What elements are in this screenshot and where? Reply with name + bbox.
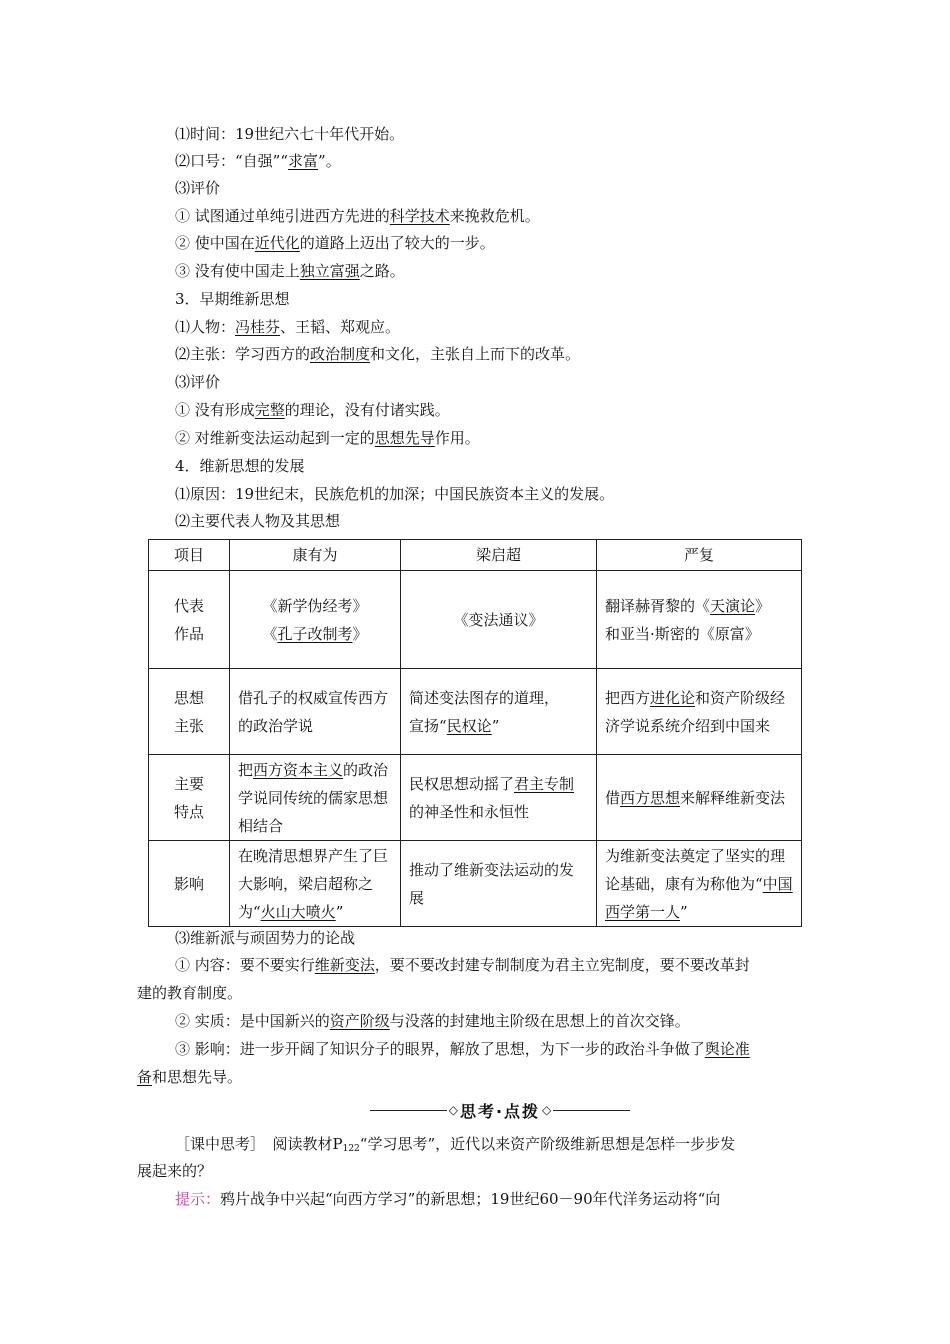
proposal-item: ⑵主张：学习西方的政治制度和文化，主张自上而下的改革。 <box>175 345 581 363</box>
table-cell: 借孔子的权威宣传西方的政治学说 <box>230 669 401 755</box>
people-item: ⑴人物：冯桂芬、王韬、郑观应。 <box>175 318 401 336</box>
time-item: ⑴时间：19世纪六七十年代开始。 <box>175 125 405 143</box>
table-header-row <box>149 540 802 571</box>
section-heading: 4．维新思想的发展 <box>175 457 305 475</box>
evaluation-point-2: ② 使中国在近代化的道路上迈出了较大的一步。 <box>175 234 495 252</box>
evaluation-heading: ⑶评价 <box>175 373 221 391</box>
representatives-heading: ⑵主要代表人物及其思想 <box>175 512 341 530</box>
cause-item: ⑴原因：19世纪末，民族危机的加深；中国民族资本主义的发展。 <box>175 485 615 503</box>
table-header: 梁启超 <box>401 540 597 571</box>
slogan-item: ⑵口号：“自强”“求富”。 <box>175 152 341 170</box>
table-cell: 把西方资本主义的政治学说同传统的儒家思想相结合 <box>230 755 401 841</box>
banner-title: 思考·点拨 <box>459 1101 541 1121</box>
row-label: 影响 <box>149 841 230 927</box>
debate-essence: ② 实质：是中国新兴的资产阶级与没落的封建地主阶级在思想上的首次交锋。 <box>175 1012 690 1030</box>
table-cell: 翻译赫胥黎的《天演论》 和亚当·斯密的《原富》 <box>597 571 802 669</box>
table-cell: 《变法通议》 <box>401 571 597 669</box>
hint-paragraph: 提示：鸦片战争中兴起“向西方学习”的新思想；19世纪60－90年代洋务运动将“向 <box>175 1190 721 1208</box>
class-question-continued: 展起来的？ <box>137 1162 213 1180</box>
thinkers-table <box>148 539 802 927</box>
table-header: 项目 <box>149 540 230 571</box>
evaluation-point-1: ① 没有形成完整的理论，没有付诸实践。 <box>175 401 450 419</box>
hint-label: 提示： <box>175 1190 221 1208</box>
debate-heading: ⑶维新派与顽固势力的论战 <box>175 929 356 947</box>
row-label: 主要特点 <box>149 755 230 841</box>
debate-impact-continued: 备和思想先导。 <box>137 1068 243 1086</box>
evaluation-point-1: ① 试图通过单纯引进西方先进的科学技术来挽救危机。 <box>175 207 540 225</box>
row-label: 代表作品 <box>149 571 230 669</box>
table-row <box>149 755 802 841</box>
evaluation-heading: ⑶评价 <box>175 179 221 197</box>
section-heading: 3．早期维新思想 <box>175 290 290 308</box>
debate-impact: ③ 影响：进一步开阔了知识分子的眼界，解放了思想，为下一步的政治斗争做了舆论准 <box>175 1040 750 1058</box>
diamond-icon: ◇ <box>542 1103 552 1117</box>
table-cell: 借西方思想来解释维新变法 <box>597 755 802 841</box>
banner-rule-right <box>553 1110 630 1111</box>
table-cell: 在晚清思想界产生了巨大影响，梁启超称之为“火山大喷火” <box>230 841 401 927</box>
think-banner <box>370 1098 630 1122</box>
table-cell: 把西方进化论和资产阶级经济学说系统介绍到中国来 <box>597 669 802 755</box>
evaluation-point-3: ③ 没有使中国走上独立富强之路。 <box>175 262 405 280</box>
banner-rule-left <box>370 1110 447 1111</box>
debate-content: ① 内容：要不要实行维新变法，要不要改封建专制制度为君主立宪制度，要不要改革封 <box>175 956 750 974</box>
diamond-icon: ◇ <box>448 1103 458 1117</box>
evaluation-point-2: ② 对维新变法运动起到一定的思想先导作用。 <box>175 429 480 447</box>
table-header: 严复 <box>597 540 802 571</box>
table-cell: 为维新变法奠定了坚实的理论基础，康有为称他为“中国西学第一人” <box>597 841 802 927</box>
table-row <box>149 841 802 927</box>
table-header: 康有为 <box>230 540 401 571</box>
table-cell: 民权思想动摇了君主专制的神圣性和永恒性 <box>401 755 597 841</box>
class-question: ［课中思考］ 阅读教材$P_{122}“$学习思考”，近代以来资产阶级维新思想是怎样一步步发 <box>175 1135 736 1154</box>
table-cell: 简述变法图存的道理， 宣扬“民权论” <box>401 669 597 755</box>
table-row <box>149 571 802 669</box>
row-label: 思想主张 <box>149 669 230 755</box>
debate-content-continued: 建的教育制度。 <box>137 984 243 1002</box>
table-cell: 推动了维新变法运动的发展 <box>401 841 597 927</box>
table-row <box>149 669 802 755</box>
table-cell: 《新学伪经考》 《孔子改制考》 <box>230 571 401 669</box>
